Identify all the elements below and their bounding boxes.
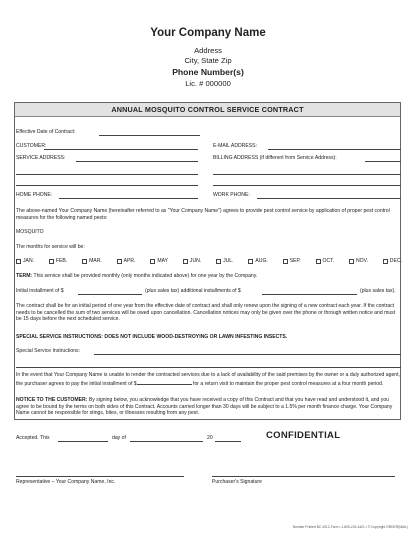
form-footer-code: Number Printed BC 4012-Form • 1-800-232-4421 • © Copyright ORDER(MAIL) xyxy=(292,525,408,529)
billing-address-line-2[interactable] xyxy=(213,174,401,175)
term-line xyxy=(16,273,257,279)
work-phone-field[interactable] xyxy=(257,198,401,199)
license-number: Lic. # 000000 xyxy=(185,79,231,88)
work-phone-label: WORK PHONE: xyxy=(213,192,250,198)
purchaser-signature-field[interactable] xyxy=(212,476,395,477)
company-phone: Phone Number(s) xyxy=(172,67,244,77)
billing-address-line-3[interactable] xyxy=(213,185,401,186)
additional-installments-label: (plus sales tax) additional installments of $ xyxy=(145,288,241,294)
billing-address-field[interactable] xyxy=(365,161,401,162)
special-instructions-line-2[interactable] xyxy=(16,367,401,368)
months-checkbox-row xyxy=(16,258,402,264)
purchaser-signature-label: Purchaser's Signature xyxy=(212,479,262,485)
contract-terms-paragraph: The contract shall be for an initial period of one year from the effective date of contract and shall only renew upon the signing of a new contract each year. If the contract needs to be cancelled the sum of two services will be owed upon cancellation. Cancellation notices may only be given over the phone or through written notice and must be 15 days before the next scheduled service. xyxy=(16,303,396,323)
month-checkbox-oct[interactable]: OCT. xyxy=(316,258,335,264)
pest-name: MOSQUITO xyxy=(16,229,44,235)
home-phone-field[interactable] xyxy=(59,198,198,199)
month-checkbox-sep[interactable]: SEP. xyxy=(283,258,301,264)
month-checkbox-aug[interactable]: AUG. xyxy=(248,258,267,264)
plus-sales-tax-label: (plus sales tax). xyxy=(360,288,396,294)
customer-field[interactable] xyxy=(44,149,198,150)
email-label: E-MAIL ADDRESS: xyxy=(213,143,257,149)
year-prefix: 20 xyxy=(207,435,213,441)
company-address: Address xyxy=(194,46,222,55)
month-checkbox-feb[interactable]: FEB. xyxy=(49,258,67,264)
checkbox-icon[interactable] xyxy=(16,259,21,264)
checkbox-icon[interactable] xyxy=(283,259,288,264)
service-address-field[interactable] xyxy=(76,161,198,162)
unable-to-render-paragraph: In the event that Your Company Name is unable to render the contracted services due to a lack of availability of the said premises by the owner or a duly authorized agent, the purchaser agrees to pay the initial installment of $ for a return visit to maintain the proper pest control measures at a four month period. xyxy=(16,372,400,387)
checkbox-icon[interactable] xyxy=(82,259,87,264)
checkbox-icon[interactable] xyxy=(383,259,388,264)
month-checkbox-mar[interactable]: MAR. xyxy=(82,258,102,264)
return-visit-installment-field[interactable] xyxy=(137,379,192,385)
contract-title: ANNUAL MOSQUITO CONTROL SERVICE CONTRACT xyxy=(15,103,400,117)
initial-installment-label: Initial installment of $ xyxy=(16,288,64,294)
service-address-line-3[interactable] xyxy=(16,185,198,186)
checkbox-icon[interactable] xyxy=(248,259,253,264)
month-checkbox-nov[interactable]: NOV. xyxy=(349,258,368,264)
intro-paragraph: The above-named Your Company Name (hereinafter referred to as "Your Company Name") agrees to provide pest control service by application of proper pest control measures for the following named pests: xyxy=(16,208,390,221)
checkbox-icon[interactable] xyxy=(117,259,122,264)
checkbox-icon[interactable] xyxy=(349,259,354,264)
checkbox-icon[interactable] xyxy=(183,259,188,264)
checkbox-icon[interactable] xyxy=(49,259,54,264)
special-instructions-field[interactable] xyxy=(94,354,401,355)
customer-label: CUSTOMER: xyxy=(16,143,47,149)
accepted-day-field[interactable] xyxy=(58,441,108,442)
term-label: TERM: xyxy=(16,273,33,279)
month-checkbox-jun[interactable]: JUN. xyxy=(183,258,201,264)
company-name: Your Company Name xyxy=(150,27,266,39)
additional-installments-field[interactable] xyxy=(262,294,357,295)
accepted-label: Accepted. This xyxy=(16,435,50,441)
checkbox-icon[interactable] xyxy=(316,259,321,264)
month-checkbox-may[interactable]: MAY xyxy=(150,258,168,264)
effective-date-field[interactable] xyxy=(99,135,200,136)
initial-installment-field[interactable] xyxy=(78,294,142,295)
home-phone-label: HOME PHONE: xyxy=(16,192,53,198)
billing-address-label: BILLING ADDRESS (if different from Service Address): xyxy=(213,155,337,161)
effective-date-label: Effective Date of Contract: xyxy=(16,129,76,135)
month-checkbox-apr[interactable]: APR. xyxy=(117,258,136,264)
month-checkbox-jan[interactable]: JAN. xyxy=(16,258,34,264)
confidential-stamp: CONFIDENTIAL xyxy=(266,430,341,441)
term-text: This service shall be provided monthly (only months indicated above) for one year by the Company. xyxy=(33,273,258,279)
month-checkbox-jul[interactable]: JUL. xyxy=(216,258,233,264)
company-city-state-zip: City, State Zip xyxy=(184,56,232,65)
day-of-label: day of xyxy=(112,435,126,441)
special-instructions-heading: SPECIAL SERVICE INSTRUCTIONS: DOES NOT INCLUDE WOOD-DESTROYING OR LAWN INFESTING INSECTS. xyxy=(16,334,288,340)
representative-signature-label: Representative – Your Company Name, Inc. xyxy=(16,479,116,485)
month-checkbox-dec[interactable]: DEC. xyxy=(383,258,402,264)
service-address-line-2[interactable] xyxy=(16,174,198,175)
months-label: The months for service will be: xyxy=(16,244,85,250)
representative-signature-field[interactable] xyxy=(16,476,184,477)
special-instructions-label: Special Service Instructions: xyxy=(16,348,80,354)
checkbox-icon[interactable] xyxy=(150,259,155,264)
accepted-month-field[interactable] xyxy=(130,441,203,442)
notice-paragraph: NOTICE TO THE CUSTOMER: By signing below, you acknowledge that you have received a copy of this Contract and that you have read and understood it, and you agree to be bound by the terms on both sides of this Contract. Accounts carried longer than 30 days will be subject to a 1.5% per month finance charge. Your Company Name cannot be responsible for stings, bites, or illnesses resulting from any pest. xyxy=(16,397,393,417)
accepted-year-field[interactable] xyxy=(215,441,241,442)
checkbox-icon[interactable] xyxy=(216,259,221,264)
service-address-label: SERVICE ADDRESS: xyxy=(16,155,66,161)
email-field[interactable] xyxy=(268,149,401,150)
